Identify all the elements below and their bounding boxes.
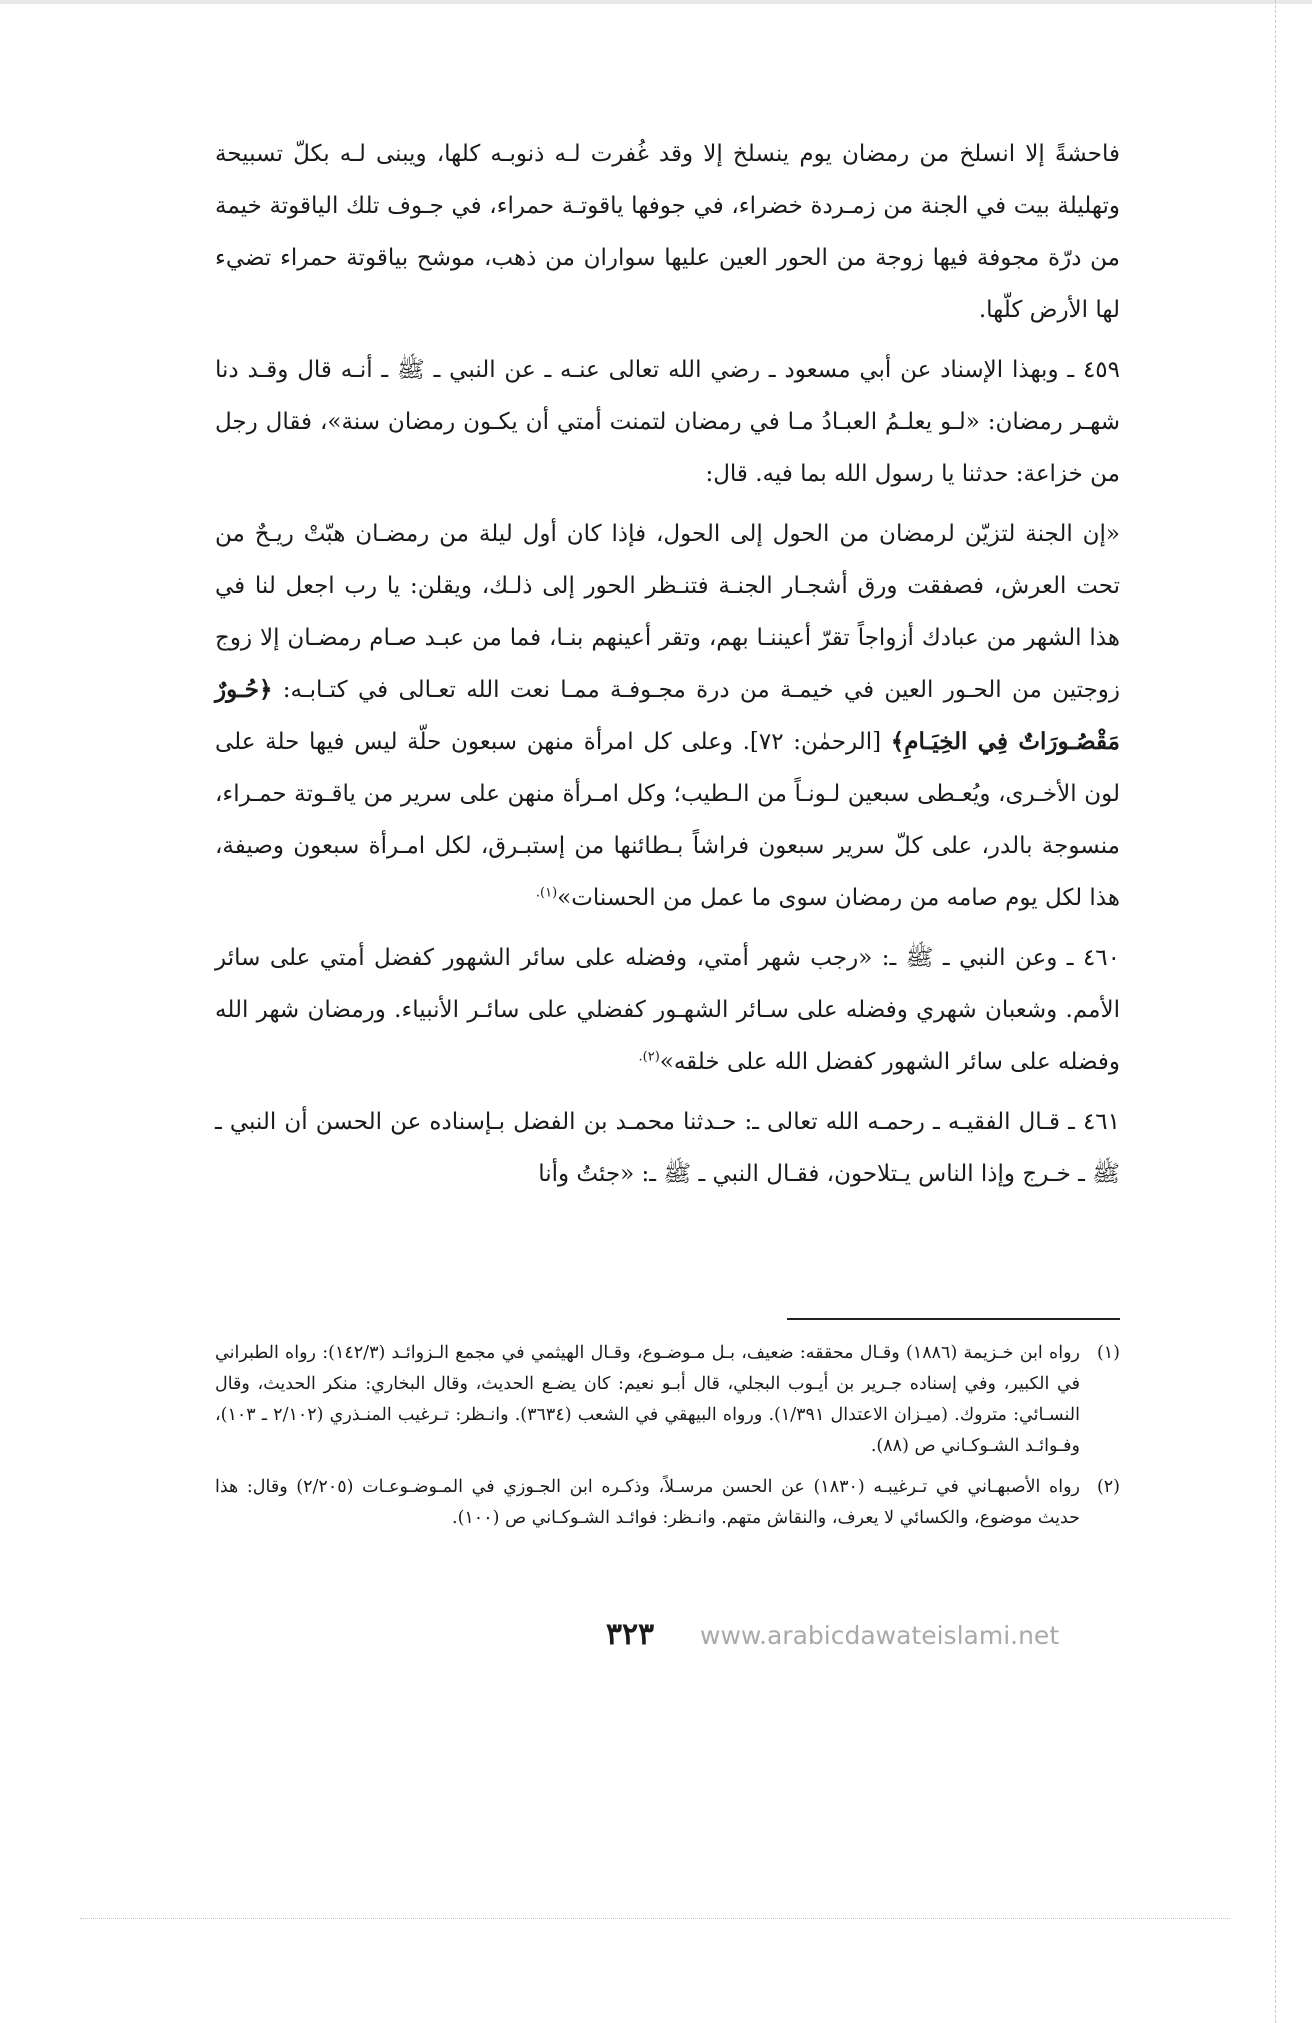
- footnote-1: [215, 1338, 1120, 1462]
- scan-edge-top: [0, 0, 1312, 4]
- footnote-ref-2: (٢).: [638, 1049, 660, 1065]
- main-text-block: [215, 128, 1120, 1208]
- footnote-number: (١): [1096, 1343, 1120, 1363]
- quran-verse: ﴿حُـورٌ مَقْصُـورَاتٌ فِي الخِيَـامِ﴾: [215, 676, 1121, 755]
- paragraph-460-text: ٤٦٠ ـ وعن النبي ـ ﷺ ـ: «رجب شهر أمتي، وفضله على سائر الشهور كفضل أمتي على سائر الأمم. وشعبان شهري وفضله على سـائر الشهـور كفضلي على سائـر الأنبياء. ورمضان شهر الله وفضله على سائر الشهور كفضل الله على خلقه»: [215, 945, 1120, 1075]
- footnote-text: رواه الأصبهـاني في تـرغيبـه (١٨٣٠) عن الحسن مرسـلاً، وذكـره ابن الجـوزي في المـوضـوعـات (٢/٢٠٥) وقال: هذا حديث موضوع، والكسائي لا يعرف، والنقاش متهم. وانـظر: فوائـد الشـوكـاني ص (١٠٠).: [215, 1477, 1080, 1528]
- footnote-number: (٢): [1096, 1477, 1120, 1497]
- paragraph-459: ٤٥٩ ـ وبهذا الإسناد عن أبي مسعود ـ رضي الله تعالى عنـه ـ عن النبي ـ ﷺ ـ أنـه قال وقـد دنا شهـر رمضان: «لـو يعلـمُ العبـادُ مـا في رمضان لتمنت أمتي أن يكـون رمضان سنة»، فقال رجل من خزاعة: حدثنا يا رسول الله بما فيه. قال:: [215, 357, 1120, 487]
- paragraph-461: ٤٦١ ـ قـال الفقيـه ـ رحمـه الله تعالى ـ: حـدثنا محمـد بن الفضل بـإسناده عن الحسن أن النبي ـ ﷺ ـ خـرج وإذا الناس يـتلاحون، فقـال النبي ـ ﷺ ـ: «جئتُ وأنا: [215, 1109, 1120, 1187]
- page-number: ٣٢٣: [605, 1617, 655, 1652]
- hadith-jannah-continuation: [الرحمٰن: ٧٢]. وعلى كل امرأة منهن سبعون حلّة ليس فيها حلة على لون الأخـرى، ويُعـطى سبعين لـونـاً من الـطيب؛ وكل امـرأة منهن على سرير من ياقـوتة حمـراء، منسوجة بالدر، على كلّ سرير سبعون فراشاً بـطائنها من إستبـرق، لكل امـرأة سبعون وصيفة، هذا لكل يوم صامه من رمضان سوى ما عمل من الحسنات»: [215, 729, 1120, 911]
- paragraph-continuation: فاحشةً إلا انسلخ من رمضان يوم ينسلخ إلا وقد غُفرت لـه ذنوبـه كلها، ويبنى لـه بكلّ تسبيحة وتهليلة بيت في الجنة من زمـردة خضراء، في جوفها ياقوتـة حمراء، في جـوف تلك الياقوتة خيمة من درّة مجوفة فيها زوجة من الحور العين عليها سواران من ذهب، موشح بياقوتة حمراء تضيء لها الأرض كلّها.: [215, 141, 1120, 323]
- footnote-text: رواه ابن خـزيمة (١٨٨٦) وقـال محققه: ضعيف، بـل مـوضـوع، وقـال الهيثمي في مجمع الـزوائـد (١٤٢/٣): رواه الطبراني في الكبير، وفي إسناده جـرير بن أيـوب البجلي، قال أبـو نعيم: كان يضـع الحديث، وقال البخاري: منكر الحديث، وقال النسـائي: متروك. (ميـزان الاعتدال ١/٣٩١). ورواه البيهقي في الشعب (٣٦٣٤). وانـظر: تـرغيب المنـذري (٢/١٠٢ ـ ١٠٣)، وفـوائـد الشـوكـاني ص (٨٨).: [215, 1343, 1081, 1456]
- scan-edge-bottom: [80, 1918, 1230, 1919]
- footnote-ref-1: (١).: [535, 885, 558, 901]
- watermark-url: www.arabicdawateislami.net: [700, 1621, 1060, 1650]
- footnotes-block: [215, 1338, 1120, 1544]
- scan-edge-right: [1275, 0, 1276, 2023]
- hadith-jannah-text: «إن الجنة لتزيّن لرمضان من الحول إلى الحول، فإذا كان أول ليلة من رمضـان هبّتْ ريـحٌ من تحت العرش، فصفقت ورق أشجـار الجنـة فتنـظر الحور إلى ذلـك، ويقلن: يا رب اجعل لنا في هذا الشهر من عبادك أزواجاً تقرّ أعيننـا بهم، وتقر أعينهم بنـا، فما من عبـد صـام رمضـان إلا زوج زوجتين من الحـور العين في خيمـة من درة مجـوفـة ممـا نعت الله تعـالى في كتـابـه:: [215, 521, 1121, 703]
- paragraph-460: [215, 932, 1120, 1088]
- paragraph-hadith-jannah: [215, 508, 1120, 924]
- footnote-2: [215, 1472, 1120, 1534]
- footnote-separator: [787, 1318, 1120, 1320]
